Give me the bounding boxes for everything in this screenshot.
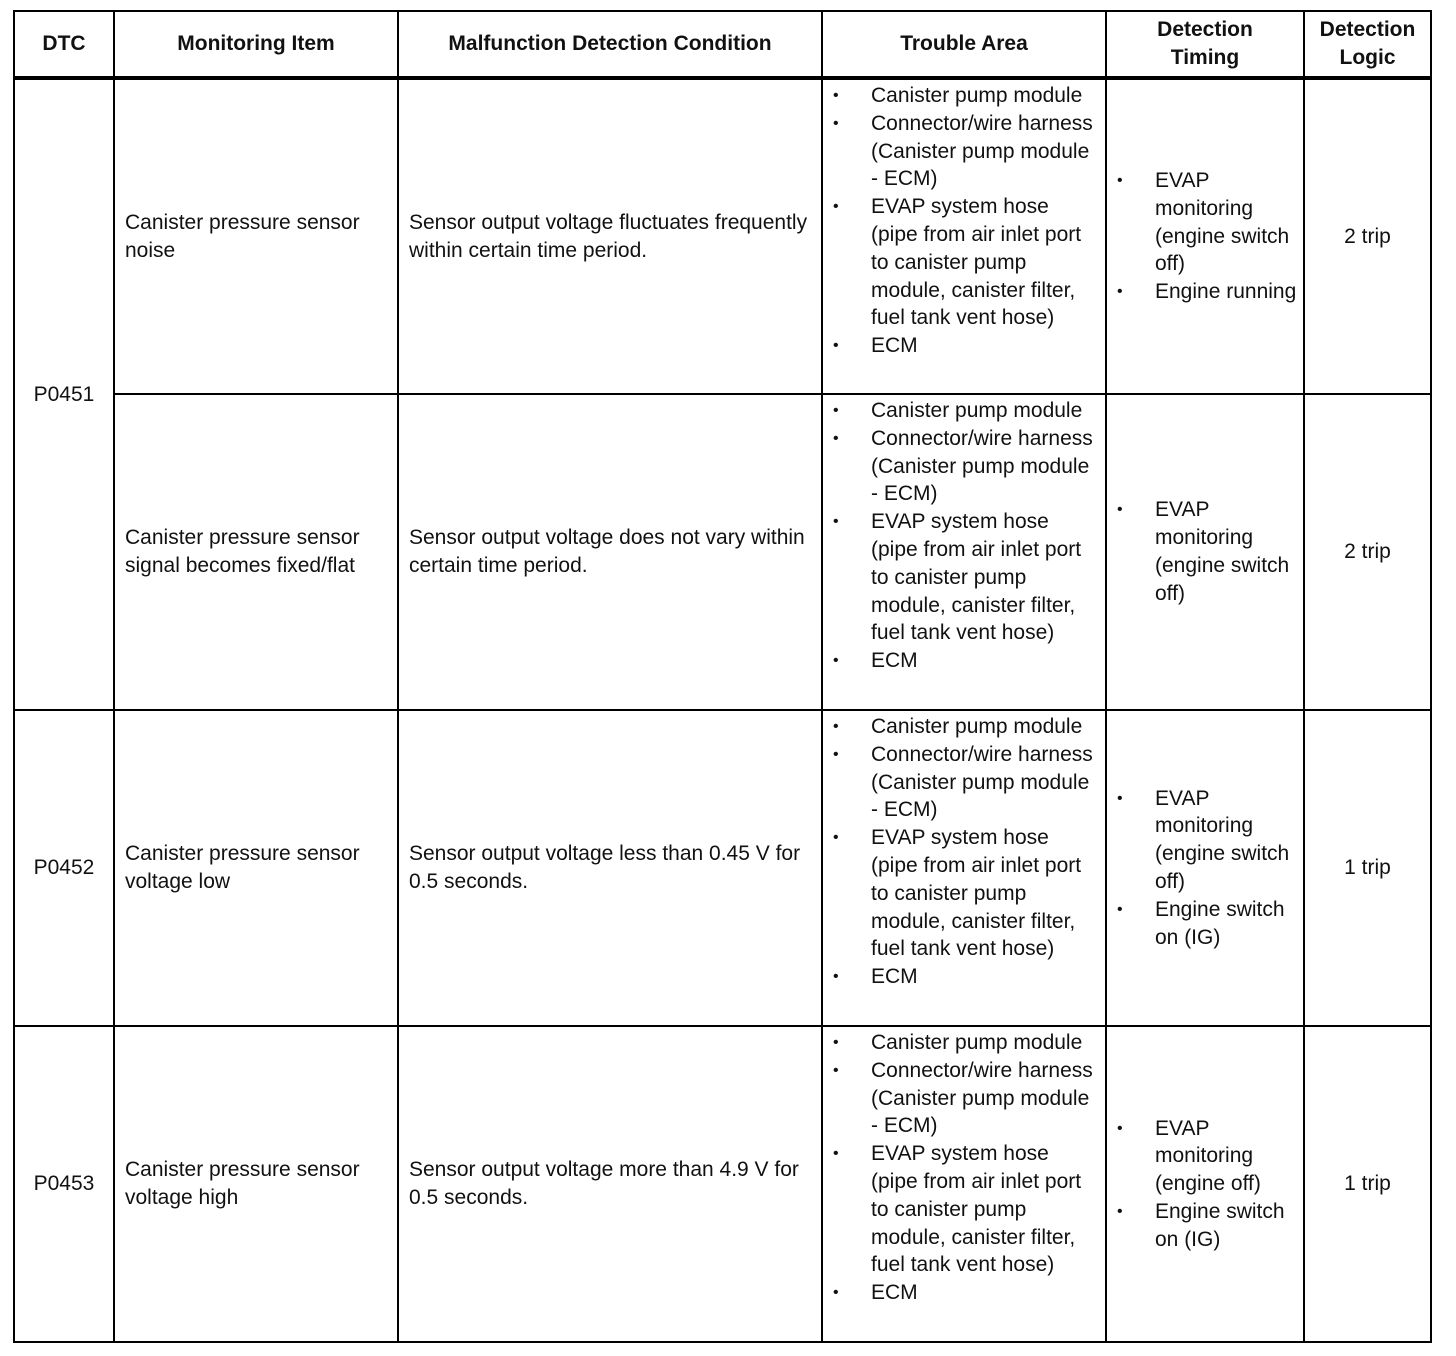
monitoring-item: Canister pressure sensor signal becomes fixed/flat	[114, 394, 398, 710]
trouble-area-item: • ECM	[833, 1279, 1099, 1307]
detection-logic: 2 trip	[1304, 78, 1431, 394]
trouble-area-item: • ECM	[833, 963, 1099, 991]
timing-item: • Engine switch on (IG)	[1117, 1198, 1297, 1254]
timing-item: • Engine switch on (IG)	[1117, 896, 1297, 952]
trouble-area-item: • Connector/wire harness (Canister pump module - ECM)	[833, 1057, 1099, 1140]
trouble-area-item: • ECM	[833, 332, 1099, 360]
trouble-area-item: • EVAP system hose (pipe from air inlet port to canister pump module, canister filter, fuel tank vent hose)	[833, 1140, 1099, 1279]
detection-timing	[1106, 1026, 1304, 1342]
table-row	[14, 394, 1431, 710]
trouble-area-item: • ECM	[833, 647, 1099, 675]
detection-timing	[1106, 394, 1304, 710]
trouble-area-item: • Connector/wire harness (Canister pump module - ECM)	[833, 110, 1099, 193]
dtc-code: P0453	[14, 1026, 114, 1342]
dtc-code: P0452	[14, 710, 114, 1026]
trouble-area-item: • Connector/wire harness (Canister pump module - ECM)	[833, 741, 1099, 824]
table-row	[14, 710, 1431, 1026]
timing-item: • EVAP monitoring (engine switch off)	[1117, 167, 1297, 278]
dtc-code: P0451	[14, 78, 114, 710]
detection-timing	[1106, 710, 1304, 1026]
trouble-area	[822, 1026, 1106, 1342]
trouble-area-item: • EVAP system hose (pipe from air inlet port to canister pump module, canister filter, fuel tank vent hose)	[833, 193, 1099, 332]
trouble-area	[822, 78, 1106, 394]
monitoring-item: Canister pressure sensor voltage low	[114, 710, 398, 1026]
detection-condition: Sensor output voltage more than 4.9 V for 0.5 seconds.	[398, 1026, 822, 1342]
detection-logic: 2 trip	[1304, 394, 1431, 710]
timing-item: • EVAP monitoring (engine switch off)	[1117, 496, 1297, 607]
detection-condition: Sensor output voltage fluctuates frequently within certain time period.	[398, 78, 822, 394]
header-detection-timing: Detection Timing	[1106, 11, 1304, 78]
detection-logic: 1 trip	[1304, 710, 1431, 1026]
timing-item: • Engine running	[1117, 278, 1297, 306]
table-row	[14, 78, 1431, 394]
header-row	[14, 11, 1431, 78]
monitoring-item: Canister pressure sensor noise	[114, 78, 398, 394]
monitoring-item: Canister pressure sensor voltage high	[114, 1026, 398, 1342]
trouble-area	[822, 710, 1106, 1026]
table-row	[14, 1026, 1431, 1342]
header-trouble-area: Trouble Area	[822, 11, 1106, 78]
trouble-area-item: • Canister pump module	[833, 1029, 1099, 1057]
timing-item: • EVAP monitoring (engine switch off)	[1117, 785, 1297, 896]
trouble-area-item: • Canister pump module	[833, 82, 1099, 110]
header-malfunction-condition: Malfunction Detection Condition	[398, 11, 822, 78]
trouble-area-item: • Canister pump module	[833, 397, 1099, 425]
trouble-area-item: • Canister pump module	[833, 713, 1099, 741]
detection-timing	[1106, 78, 1304, 394]
trouble-area	[822, 394, 1106, 710]
header-detection-logic: Detection Logic	[1304, 11, 1431, 78]
header-monitoring-item: Monitoring Item	[114, 11, 398, 78]
detection-condition: Sensor output voltage does not vary within certain time period.	[398, 394, 822, 710]
header-dtc: DTC	[14, 11, 114, 78]
trouble-area-item: • EVAP system hose (pipe from air inlet port to canister pump module, canister filter, fuel tank vent hose)	[833, 508, 1099, 647]
trouble-area-item: • EVAP system hose (pipe from air inlet port to canister pump module, canister filter, fuel tank vent hose)	[833, 824, 1099, 963]
timing-item: • EVAP monitoring (engine off)	[1117, 1115, 1297, 1198]
dtc-table	[13, 10, 1432, 1343]
trouble-area-item: • Connector/wire harness (Canister pump module - ECM)	[833, 425, 1099, 508]
detection-condition: Sensor output voltage less than 0.45 V for 0.5 seconds.	[398, 710, 822, 1026]
detection-logic: 1 trip	[1304, 1026, 1431, 1342]
